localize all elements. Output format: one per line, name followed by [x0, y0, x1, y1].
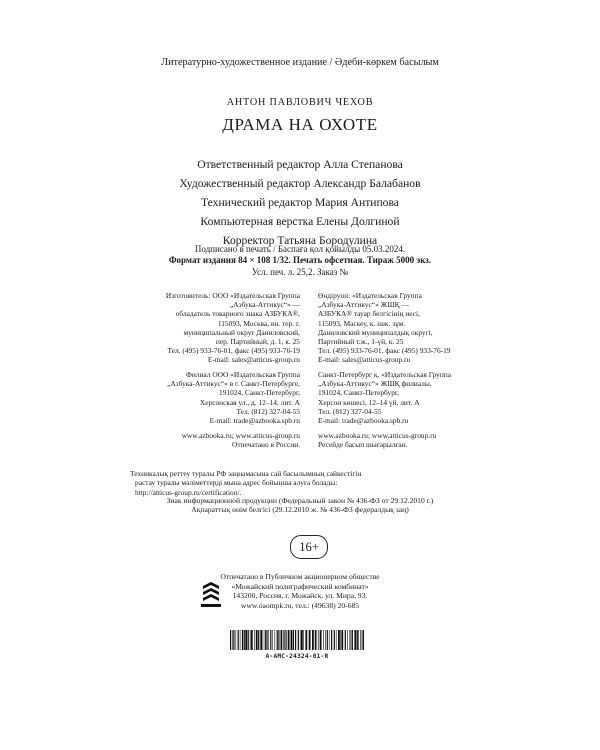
- barcode-bar: [317, 630, 318, 650]
- barcode-bar: [284, 630, 285, 650]
- barcode-bar: [329, 630, 330, 650]
- branch-ru: [118, 370, 300, 425]
- manufacturer-line: Партийный т.ж., 1-үй, к. 25: [318, 337, 404, 347]
- barcode-bar: [250, 630, 251, 650]
- manufacturer-line: АЗБУКА® тауар белгісінің иесі,: [318, 309, 420, 319]
- barcode-bar: [270, 630, 271, 650]
- barcode-bar: [362, 630, 363, 650]
- sheets-order: Усл. печ. л. 25,2. Заказ №: [251, 266, 349, 277]
- barcode-bar: [233, 630, 234, 650]
- branch-kz: [318, 370, 518, 425]
- barcode-bar: [248, 630, 249, 650]
- barcode-bar: [347, 630, 348, 650]
- barcode-bar: [272, 630, 273, 650]
- branch-line: Тел. (812) 327-04-55: [236, 406, 300, 416]
- barcode-bar: [265, 630, 266, 650]
- barcode-bar: [345, 630, 346, 650]
- staff-line: Ответственный редактор Алла Степанова: [197, 158, 403, 171]
- barcode-bar: [275, 630, 276, 650]
- manufacturer-line: Тел. (495) 933-76-01, факс (495) 933-76-19: [167, 346, 300, 356]
- manufacturer-line: Тел. (495) 933-76-01, факс (495) 933-76-19: [318, 346, 451, 356]
- manufacturer-ru: [118, 291, 300, 365]
- barcode-bar: [288, 630, 290, 650]
- branch-line: „Азбука-Аттикус“» ЖШҚ филиалы,: [318, 379, 432, 389]
- barcode-bar: [334, 630, 335, 650]
- branch-line: Херсон көшесі, 12–14 үй, лит. А: [318, 397, 420, 407]
- barcode-bar: [300, 630, 301, 650]
- barcode-bar: [323, 630, 324, 650]
- manufacturer-line: „Азбука-Аттикус“» —: [230, 300, 300, 310]
- web-kz: [318, 431, 518, 449]
- barcode-bar: [340, 630, 341, 650]
- manufacturer-line: пер. Партийный, д. 1, к. 25: [215, 337, 300, 347]
- barcode-bar: [336, 630, 337, 650]
- manufacturer-line: 115093, Москва, вн. тер. г.: [217, 318, 300, 328]
- manufacturer-line: 115093, Мәскеу, к. ішк. зұм.: [318, 318, 406, 328]
- barcode-bar: [301, 630, 303, 650]
- barcode-bar: [230, 630, 231, 650]
- printer-line: «Можайский полиграфический комбинат»: [231, 581, 369, 591]
- printed-in: Отпечатано в России.: [232, 440, 300, 450]
- barcode-bar: [251, 630, 253, 650]
- barcode-bar: [358, 630, 359, 650]
- manufacturer-line: Изготовитель: ООО «Издательская Группа: [165, 291, 300, 300]
- printed-in: Ресейде басып шығарылған.: [318, 440, 408, 450]
- barcode-bar: [244, 630, 245, 650]
- barcode-bar: [293, 630, 294, 650]
- barcode-bar: [351, 630, 352, 650]
- znak-line: Знак информационной продукции (Федеральный закон № 436-ФЗ от 29.12.2010 г.): [166, 496, 434, 505]
- staff-line: Корректор Татьяна Бородулина: [222, 234, 378, 247]
- manufacturer-line: „Азбука-Аттикус“» ЖШҚ —: [318, 300, 409, 310]
- barcode-bar: [278, 630, 279, 650]
- manufacturer-line: E-mail: sales@atticus-group.ru: [207, 355, 300, 365]
- barcode-bar: [291, 630, 293, 650]
- branch-line: „Азбука-Аттикус“» в г. Санкт-Петербурге,: [167, 379, 300, 389]
- barcode-bar: [298, 630, 299, 650]
- barcode-bar: [283, 630, 284, 650]
- barcode-bar: [325, 630, 326, 650]
- manufacturer-line: обладатель товарного знака АЗБУКА®,: [175, 309, 300, 319]
- barcode-bar: [240, 630, 241, 650]
- barcode-bar: [258, 630, 259, 650]
- techreg-line: Техникалық реттеу туралы РФ заңнамасына сай басылымның сәйкестігін: [130, 469, 362, 478]
- barcode-bar: [236, 630, 237, 650]
- staff-line: Компьютерная верстка Елены Долгиной: [200, 215, 400, 228]
- manufacturer-line: Даниловский муниципалдық округі,: [318, 327, 433, 337]
- signed-date: Подписано в печать / Баспаға қол қойылды 05.03.2024.: [194, 244, 406, 254]
- publishing-info: [0, 244, 600, 278]
- edition-type: Литературно-художественное издание / Әдеби-көркем басылым: [161, 57, 439, 68]
- barcode-bar: [357, 630, 358, 650]
- barcode-bar: [281, 630, 283, 650]
- staff-line: Технический редактор Мария Антипова: [201, 196, 399, 209]
- barcode-bar: [360, 630, 361, 650]
- barcode-bar: [295, 630, 296, 650]
- info-product-sign: [0, 496, 600, 515]
- barcode-bar: [263, 630, 264, 650]
- staff-credits: [0, 155, 600, 250]
- branch-line: Херсонская ул., д. 12–14, лит. А: [199, 397, 300, 407]
- branch-line: Филиал ООО «Издательская Группа: [186, 370, 300, 379]
- barcode-bar: [354, 630, 356, 650]
- techreg-line: растау туралы мәліметтерді мына адрес бойынша алуға болады:: [135, 478, 338, 488]
- barcode-bar: [268, 630, 269, 650]
- branch-line: Тел. (812) 327-04-55: [318, 406, 382, 416]
- web-line: www.azbooka.ru; www.atticus-group.ru: [318, 431, 437, 440]
- barcode-bar: [309, 630, 311, 650]
- staff-line: Художественный редактор Александр Балабанов: [179, 177, 421, 190]
- barcode-bar: [266, 630, 267, 650]
- branch-line: Санкт-Петербург қ. «Издательская Группа: [318, 370, 452, 379]
- barcode-bar: [318, 630, 319, 650]
- barcode-bar: [238, 630, 239, 650]
- barcode-bar: [363, 630, 364, 650]
- barcode-bar: [303, 630, 304, 650]
- manufacturer-line: E-mail: sales@atticus-group.ru: [318, 355, 411, 365]
- book-title: ДРАМА НА ОХОТЕ: [222, 115, 378, 134]
- barcode-bar: [305, 630, 307, 650]
- barcode-bar: [338, 630, 340, 650]
- printer-line: Отпечатано в Публичном акционерном обществе: [220, 572, 380, 581]
- barcode-bar: [327, 630, 328, 650]
- branch-line: E-mail: trade@azbooka.spb.ru: [318, 416, 409, 426]
- barcode: [230, 630, 364, 650]
- branch-line: 191024, Санкт-Петербург,: [318, 388, 399, 398]
- branch-line: E-mail: trade@azbooka.spb.ru: [209, 416, 300, 426]
- manufacturer-line: Өндіруші: «Издательская Группа: [318, 291, 422, 300]
- branch-line: 191024, Санкт-Петербург,: [219, 388, 300, 398]
- barcode-bar: [312, 630, 314, 650]
- barcode-bar: [350, 630, 351, 650]
- barcode-bar: [232, 630, 233, 650]
- barcode-bar: [242, 630, 243, 650]
- barcode-bar: [254, 630, 255, 650]
- barcode-bar: [245, 630, 247, 650]
- age-rating-badge: 16+: [290, 535, 328, 559]
- barcode-bar: [341, 630, 343, 650]
- barcode-bar: [320, 630, 322, 650]
- barcode-bar: [286, 630, 287, 650]
- tech-regulation-note: [130, 469, 450, 497]
- barcode-bar: [352, 630, 353, 650]
- barcode-bar: [256, 630, 258, 650]
- format-line: Формат издания 84 × 108 1/32. Печать офсетная. Тираж 5000 экз.: [168, 255, 432, 266]
- barcode-text: A-AMC-24324-01-R: [265, 653, 329, 660]
- techreg-line: http://atticus-group.ru/certification/.: [135, 487, 242, 497]
- barcode-bar: [331, 630, 332, 650]
- manufacturer-line: муниципальный округ Даниловский,: [183, 327, 300, 337]
- printer-line: 143200, Россия, г. Можайск, ул. Мира, 93.: [232, 591, 368, 600]
- author-name: АНТОН ПАВЛОВИЧ ЧЕХОВ: [226, 97, 374, 108]
- barcode-bar: [260, 630, 262, 650]
- znak-line: Ақпараттық өнім белгісі (29.12.2010 ж. № 436-ФЗ федералдық заң): [191, 505, 409, 515]
- barcode-bar: [315, 630, 316, 650]
- printer-info: [0, 572, 600, 610]
- web-ru: [118, 431, 300, 449]
- web-line: www.azbooka.ru; www.atticus-group.ru: [181, 431, 300, 440]
- barcode-bar: [277, 630, 278, 650]
- manufacturer-kz: [318, 291, 518, 365]
- printer-line: www.oaompk.ru, тел.: (49638) 20-685: [240, 600, 360, 610]
